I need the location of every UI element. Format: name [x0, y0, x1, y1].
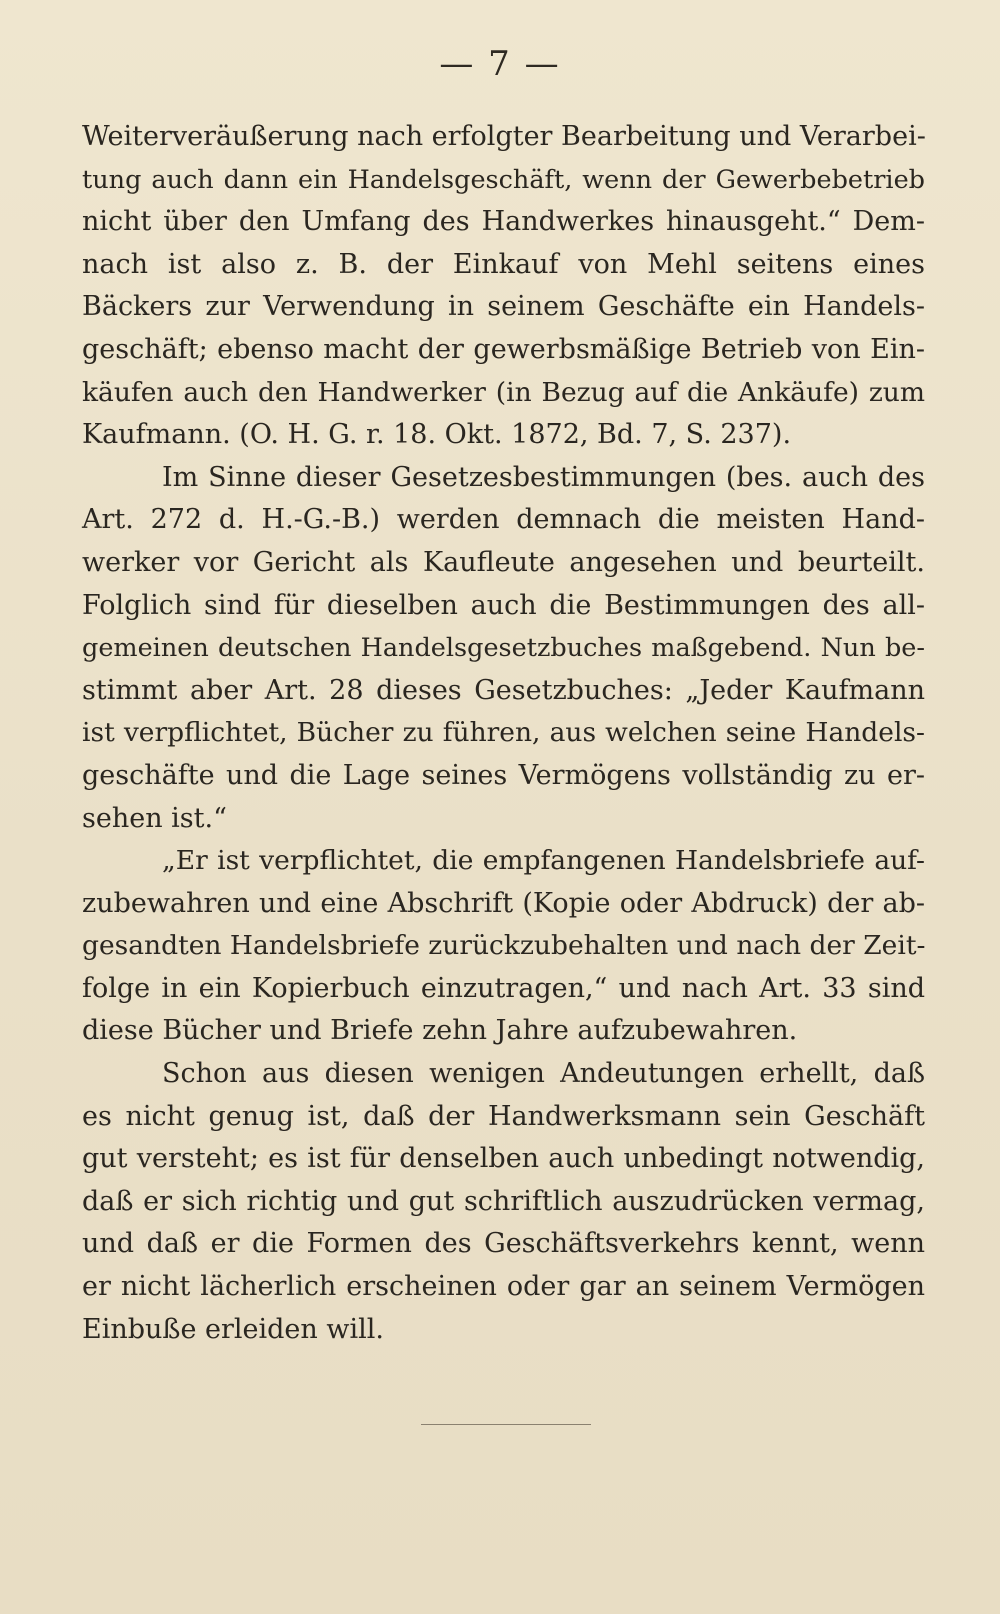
text-line: Folglich sind für dieselben auch die Bestimmungen des all-	[82, 589, 925, 621]
text-line: geschäfte und die Lage seines Vermögens vollständig zu er-	[82, 759, 925, 791]
text-line: daß er sich richtig und gut schriftlich auszudrücken vermag,	[82, 1185, 925, 1217]
text-line: geschäft; ebenso macht der gewerbsmäßige Betrieb von Ein-	[82, 333, 925, 365]
text-line: er nicht lächerlich erscheinen oder gar an seinem Vermögen	[82, 1271, 925, 1303]
text-line: stimmt aber Art. 28 dieses Gesetzbuches: „Jeder Kaufmann	[82, 674, 925, 706]
text-line: tung auch dann ein Handelsgeschäft, wenn der Gewerbebetrieb	[82, 164, 925, 195]
text-line: nicht über den Umfang des Handwerkes hinausgeht.“ Dem-	[82, 206, 925, 238]
bottom-rule	[421, 1424, 591, 1425]
text-line: und daß er die Formen des Geschäftsverkehrs kennt, wenn	[82, 1228, 925, 1260]
text-line: Art. 272 d. H.-G.-B.) werden demnach die meisten Hand-	[82, 504, 925, 536]
text-line: Bäckers zur Verwendung in seinem Geschäfte ein Handels-	[82, 291, 925, 323]
text-line: werker vor Gericht als Kaufleute angesehen und beurteilt.	[82, 546, 925, 578]
text-line: es nicht genug ist, daß der Handwerksmann sein Geschäft	[82, 1100, 925, 1132]
text-line: folge in ein Kopierbuch einzutragen,“ und nach Art. 33 sind	[82, 972, 925, 1004]
text-line: Kaufmann. (O. H. G. r. 18. Okt. 1872, Bd. 7, S. 237).	[82, 419, 792, 451]
text-line: gut versteht; es ist für denselben auch unbedingt notwendig,	[82, 1143, 925, 1175]
text-line: diese Bücher und Briefe zehn Jahre aufzubewahren.	[82, 1015, 798, 1047]
text-line: sehen ist.“	[82, 802, 227, 834]
text-line: Einbuße erleiden will.	[82, 1313, 384, 1345]
text-line: gemeinen deutschen Handelsgesetzbuches maßgebend. Nun be-	[82, 633, 925, 664]
body-text	[82, 116, 925, 1351]
paragraph-first-line: Im Sinne dieser Gesetzesbestimmungen (bes. auch des	[162, 461, 925, 493]
text-line: nach ist also z. B. der Einkauf von Mehl seitens eines	[82, 248, 925, 280]
text-line: gesandten Handelsbriefe zurückzubehalten und nach der Zeit-	[82, 930, 926, 962]
text-line: käufen auch den Handwerker (in Bezug auf die Ankäufe) zum	[82, 376, 925, 408]
text-line: ist verpflichtet, Bücher zu führen, aus welchen seine Handels-	[82, 717, 925, 749]
page-number: — 7 —	[439, 44, 561, 84]
text-line: Weiterveräußerung nach erfolgter Bearbeitung und Verarbei-	[82, 121, 926, 152]
paragraph-first-line: „Er ist verpflichtet, die empfangenen Handelsbriefe auf-	[162, 845, 925, 877]
paragraph-first-line: Schon aus diesen wenigen Andeutungen erhellt, daß	[162, 1058, 925, 1090]
text-line: zubewahren und eine Abschrift (Kopie oder Abdruck) der ab-	[82, 887, 925, 919]
